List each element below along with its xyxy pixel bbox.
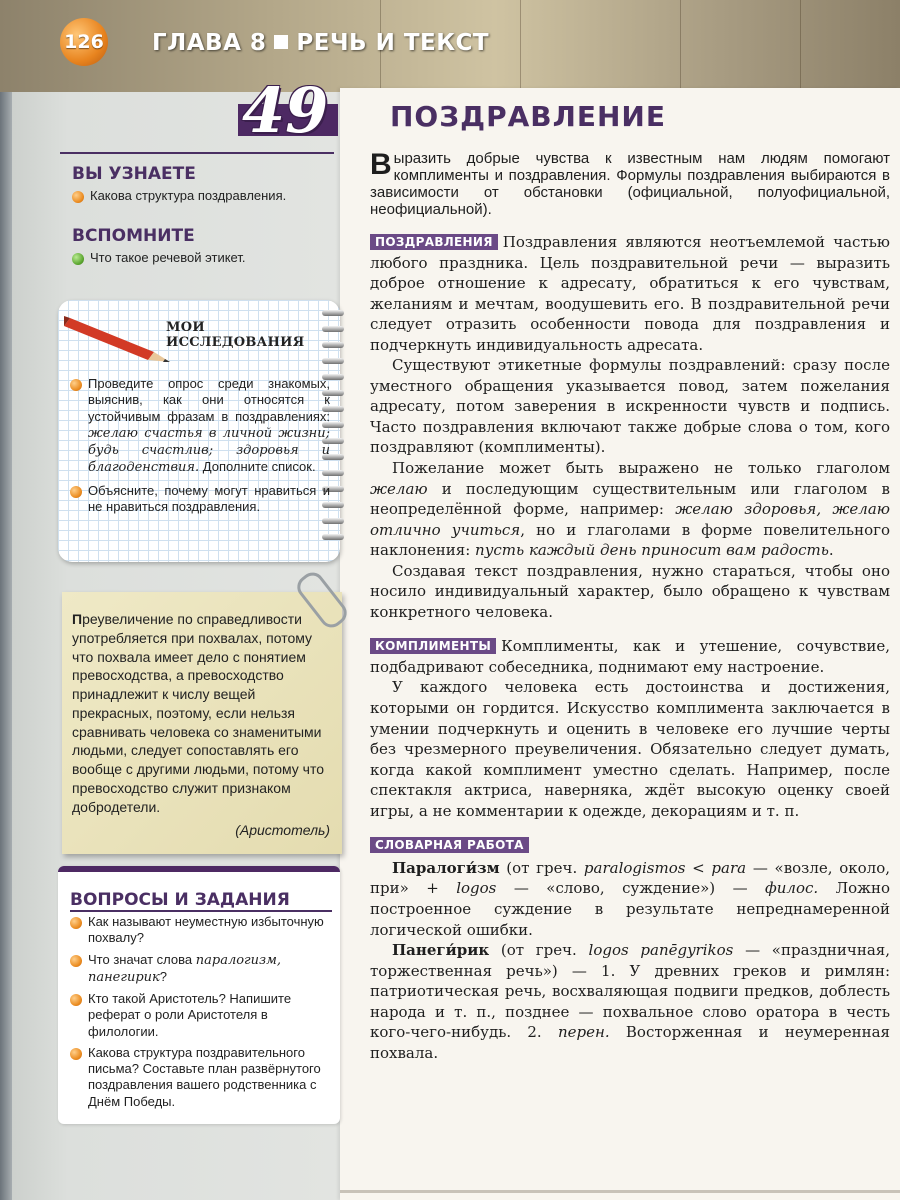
intro-paragraph: [370, 150, 890, 218]
vocabulary-term: Панеги́рик: [392, 941, 490, 960]
learn-heading: ВЫ УЗНАЕТЕ: [72, 164, 196, 184]
section-label-greetings: ПОЗДРАВЛЕНИЯ: [370, 234, 498, 250]
square-separator-icon: [274, 35, 288, 49]
page-number-badge: 126: [60, 18, 108, 66]
etymology-text: logos: [456, 879, 497, 898]
question-end: ?: [159, 968, 168, 984]
bullet-orange-icon: [70, 917, 82, 929]
spiral-ring: [322, 326, 344, 332]
paragraph-text: (от греч.: [489, 941, 589, 960]
greetings-paragraph-3: [370, 458, 890, 561]
banner-decoration: [680, 0, 681, 92]
question-text: Как называют неуместную избыточную похвалу?: [88, 914, 324, 946]
intro-text: ыразить добрые чувства к известным нам людям помогают комплименты и поздравления. Формулы поздравления выбираются в зависимости от обстановки (официальной, полуофициальной, неофициальной).: [370, 150, 890, 218]
question-text: Что значат слова: [88, 951, 196, 967]
paragraph-text: Ложно построенное суждение в результате непреднамеренной логической ошибки.: [370, 879, 890, 939]
vocabulary-heading: [370, 835, 890, 856]
research-notebook: [58, 300, 340, 562]
research-task-2-text: Объясните, почему могут нравиться и не нравиться поздравления.: [88, 482, 330, 514]
drop-cap: В: [370, 148, 392, 181]
question-item: [68, 991, 334, 1040]
paragraph-text: .: [828, 541, 834, 560]
greetings-paragraph-1: [370, 232, 890, 355]
bullet-orange-icon: [70, 1048, 82, 1060]
bullet-green-icon: [72, 253, 84, 265]
paragraph-text: Комплименты, как и утешение, сочувствие, подбадривают собеседника, поднимают ему настроение.: [370, 637, 890, 676]
main-text: [370, 150, 890, 1063]
chapter-label: ГЛАВА 8: [152, 30, 267, 56]
example-text: пусть каждый день приносит вам радость: [475, 541, 829, 560]
paragraph-text: — «возле, около, при» +: [370, 858, 890, 898]
question-terms: паралогизм, панегирик: [88, 952, 281, 985]
question-text: Кто такой Аристотель? Напишите реферат о роли Аристотеля в филологии.: [88, 991, 292, 1039]
recall-heading: ВСПОМНИТЕ: [72, 226, 195, 246]
quote-box: [62, 592, 342, 854]
section-label-compliments: КОМПЛИМЕНТЫ: [370, 638, 496, 654]
questions-box: [58, 866, 340, 1124]
research-task-1-end: Дополните список.: [199, 459, 316, 475]
quote-initial: П: [72, 611, 83, 627]
questions-heading: ВОПРОСЫ И ЗАДАНИЯ: [70, 890, 290, 910]
vocabulary-entry-paralogism: [370, 858, 890, 940]
research-tasks: [68, 376, 330, 515]
field-mark: перен.: [557, 1023, 610, 1042]
research-task-1: [68, 376, 330, 477]
question-item: [68, 952, 334, 987]
bullet-orange-icon: [70, 994, 82, 1006]
field-mark: филос.: [765, 879, 819, 898]
question-text: Какова структура поздравительного письма? Составьте план развёрнутого поздравления вашего родственника с Днём Победы.: [88, 1044, 321, 1109]
paragraph-text: Пожелание может быть выражено не только глаголом: [392, 459, 890, 478]
paragraph-text: , но и глаголами в форме повелительного наклонения:: [370, 520, 890, 560]
quote-body: реувеличение по справедливости употребляется при похвалах, потому что похвала имеет дело с понятием превосходства, а превосходство принадлежит к числу вещей прекрасных, поэтому, если нельзя сравнивать человека со знаменитыми людьми, следует сопоставлять его вообще с другими людьми, потому что превосходство служит признаком добродетели.: [72, 611, 325, 815]
compliments-paragraph-1: [370, 636, 890, 677]
quote-author: (Аристотель): [235, 822, 330, 838]
question-item: [68, 914, 334, 947]
chapter-heading: [152, 30, 489, 56]
question-item: [68, 1045, 334, 1110]
paragraph-text: (от греч.: [499, 858, 584, 877]
learn-recall-box: [60, 152, 334, 280]
lesson-number: 49: [242, 74, 329, 147]
bullet-orange-icon: [70, 955, 82, 967]
spiral-ring: [322, 518, 344, 524]
paragraph-text: Поздравления являются неотъемлемой частью любого праздника. Цель поздравительной речи — выразить доброе отношение к адресату, обратиться к его чувствам, желаниям и мечтам, воодушевить его. В поздравительной речи следует отразить особенности повода для поздравления и подчеркнуть индивидуальность адресата.: [370, 233, 890, 354]
paragraph-text: и последующим существительным или глаголом в неопределённой форме, например:: [370, 479, 890, 519]
example-text: желаю здоровья, желаю отлично учиться: [370, 500, 890, 539]
paragraph-text: — «слово, суждение») —: [496, 879, 766, 898]
quote-text: [72, 610, 334, 816]
lesson-title: ПОЗДРАВЛЕНИЕ: [390, 100, 666, 133]
greetings-paragraph-4: Создавая текст поздравления, нужно стараться, чтобы оно носило индивидуальный характер, было обращено к чувствам конкретного человека.: [370, 561, 890, 621]
page-spine: [0, 92, 12, 1200]
section-label-vocabulary: СЛОВАРНАЯ РАБОТА: [370, 837, 529, 853]
example-text: желаю: [370, 479, 428, 498]
bullet-orange-icon: [70, 379, 82, 391]
bullet-orange-icon: [70, 486, 82, 498]
spiral-ring: [322, 358, 344, 364]
spiral-ring: [322, 534, 344, 540]
learn-item-text: Какова структура поздравления.: [90, 188, 287, 203]
paragraph-text: — «праздничная, торжественная речь») — 1. У древних греков и римлян: патриотическая речь, восхваляющая подвиги предков, доблесть народа и т. п., позднее — похвальное слово оратора в честь кого-чего-нибудь. 2.: [370, 941, 891, 1042]
recall-item-text: Что такое речевой этикет.: [90, 250, 246, 265]
questions-list: [68, 914, 334, 1115]
compliments-paragraph-2: У каждого человека есть достоинства и достижения, которыми он гордится. Искусство комплимента заключается в умении подчеркнуть и оценить в человеке его лучшие черты без чрезмерного преувеличения. Обязательно следует думать, когда какой комплимент уместно сделать. Например, после спектакля актриса, наверняка, ждёт высокую оценку своей игры, а не комментарии к одежде, декорациям и т. п.: [370, 678, 890, 820]
divider: [60, 152, 334, 154]
bottom-rule: [340, 1190, 900, 1193]
greetings-paragraph-2: Существуют этикетные формулы поздравлений: сразу после уместного обращения указывается повод, затем пожелания адресату, потом заверения в искренности чувств и подпись. Часто поздравления включают также добрые слова о том, кого поздравляют (комплименты).: [370, 356, 890, 457]
research-task-1-text: Проведите опрос среди знакомых, выяснив, как они относятся к устойчивым фразам в поздравлениях:: [88, 376, 330, 424]
bullet-orange-icon: [72, 191, 84, 203]
learn-item: [70, 188, 340, 204]
pencil-icon: [64, 306, 174, 366]
research-task-1-examples: желаю счастья в личной жизни; будь счастлив; здоровья и благоденствия.: [88, 425, 330, 476]
etymology-text: paralogismos < para: [583, 858, 747, 877]
banner-decoration: [520, 0, 521, 92]
etymology-text: logos panēgyrikos: [588, 941, 734, 960]
questions-tab: [58, 866, 340, 872]
research-task-2: [68, 483, 330, 516]
recall-item: [70, 250, 340, 266]
research-title: МОИ ИССЛЕДОВАНИЯ: [166, 320, 305, 350]
spiral-ring: [322, 310, 344, 316]
vocabulary-entry-panegyric: [370, 940, 890, 1063]
banner-decoration: [800, 0, 801, 92]
chapter-title: РЕЧЬ И ТЕКСТ: [296, 30, 490, 56]
spiral-ring: [322, 342, 344, 348]
vocabulary-term: Паралоги́зм: [392, 858, 500, 877]
paragraph-text: Восторженная и неумеренная похвала.: [370, 1023, 890, 1062]
divider: [70, 910, 332, 912]
